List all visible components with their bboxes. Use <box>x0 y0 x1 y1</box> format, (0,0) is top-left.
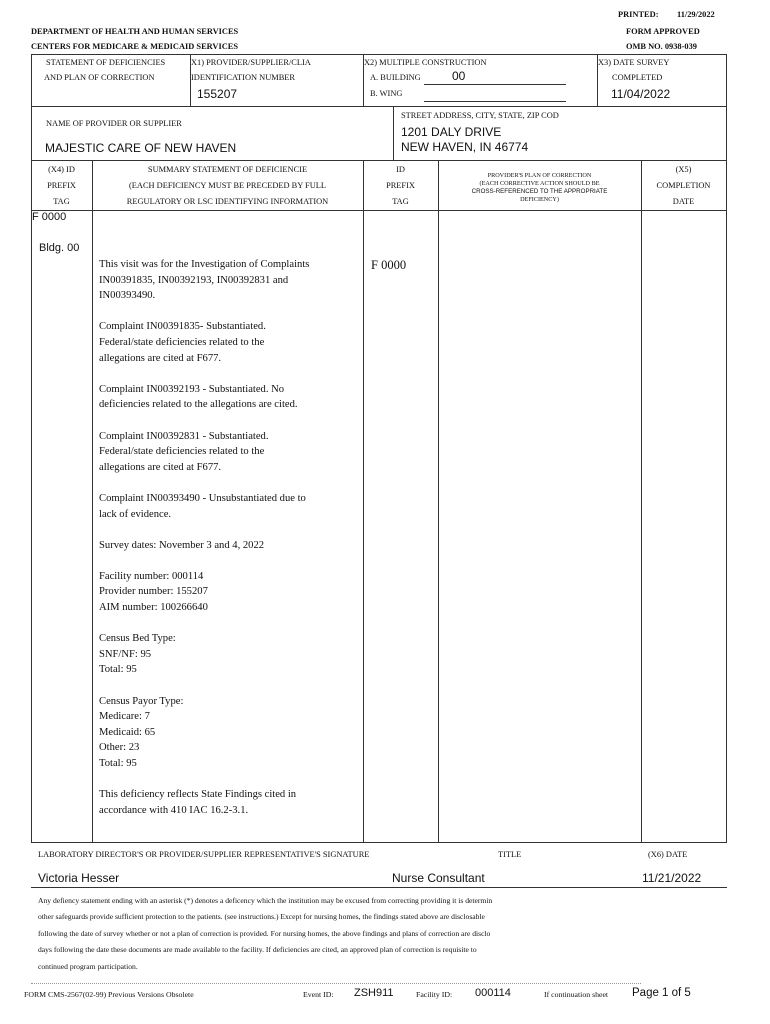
summary-paragraph: Complaint IN00391835- Substantiated. Federal/state deficiencies related to the allegations are cited at F677. <box>99 321 266 364</box>
disclaimer-line: continued program participation. <box>38 961 138 971</box>
x3-label: COMPLETED <box>612 73 663 82</box>
form-approved: FORM APPROVED <box>626 27 700 36</box>
wing-label: B. WING <box>370 89 403 98</box>
grid-line <box>641 160 642 842</box>
summary-paragraph: Census Bed Type: SNF/NF: 95 Total: 95 <box>99 633 176 676</box>
plan-header: PROVIDER'S PLAN OF CORRECTION <box>487 172 592 179</box>
x3-label: X3) DATE SURVEY <box>598 58 670 67</box>
centers-title: CENTERS FOR MEDICARE & MEDICAID SERVICES <box>31 42 239 51</box>
disclaimer-line: Any defiency statement ending with an asterisk (*) denotes a deficency which the institution may be excused from correcting providing it is determin <box>38 896 493 905</box>
event-id-value: ZSH911 <box>354 987 394 999</box>
footer-rule <box>31 983 641 984</box>
address-label: STREET ADDRESS, CITY, STATE, ZIP COD <box>401 111 559 120</box>
summary-paragraph: Facility number: 000114 Provider number: 155207 AIM number: 100266640 <box>99 570 208 614</box>
summary-header: (EACH DEFICIENCY MUST BE PRECEDED BY FULL <box>129 181 326 190</box>
id-header: ID <box>396 165 405 174</box>
id-header: PREFIX <box>386 181 415 190</box>
id-header: TAG <box>392 197 409 206</box>
building-underline <box>424 84 566 85</box>
continuation-label: If continuation sheet <box>544 990 609 999</box>
facility-id-value: 000114 <box>475 987 511 999</box>
building-tag: Bldg. 00 <box>39 242 80 254</box>
summary-paragraph: Census Payor Type: Medicare: 7 Medicaid: 65 Other: 23 Total: 95 <box>99 695 184 769</box>
printed-date: 11/29/2022 <box>677 10 715 19</box>
disclaimer-text <box>38 893 728 975</box>
x5-header: COMPLETION <box>656 181 711 190</box>
plan-header: CROSS-REFERENCED TO THE APPROPRIATE <box>471 188 608 195</box>
x2-label: X2) MULTIPLE CONSTRUCTION <box>364 58 487 67</box>
grid-line <box>31 842 727 843</box>
plan-header: DEFICIENCY) <box>520 196 559 203</box>
summary-paragraph: Survey dates: November 3 and 4, 2022 <box>99 539 265 551</box>
statement-label: AND PLAN OF CORRECTION <box>44 73 155 82</box>
provider-id-value: 155207 <box>197 87 238 101</box>
grid-line <box>31 887 727 888</box>
grid-line <box>438 160 439 842</box>
provider-name-label: NAME OF PROVIDER OR SUPPLIER <box>46 119 182 128</box>
building-label: A. BUILDING <box>370 73 421 82</box>
grid-line <box>92 160 93 842</box>
x4-header: (X4) ID <box>48 165 75 174</box>
omb-number: OMB NO. 0938-039 <box>626 42 697 51</box>
department-title: DEPARTMENT OF HEALTH AND HUMAN SERVICES <box>31 27 239 36</box>
grid-line <box>31 106 727 107</box>
summary-header: SUMMARY STATEMENT OF DEFICIENCIE <box>147 165 308 174</box>
summary-paragraph: This visit was for the Investigation of Complaints IN00391835, IN00392193, IN00392831 and IN00393490. <box>99 259 310 302</box>
deficiency-summary <box>99 257 359 834</box>
grid-line <box>393 106 394 160</box>
x4-header: TAG <box>53 197 70 206</box>
x1-label: IDENTIFICATION NUMBER <box>191 73 295 82</box>
summary-paragraph: This deficiency reflects State Findings cited in accordance with 410 IAC 16.2-3.1. <box>99 789 297 816</box>
grid-line <box>726 54 727 842</box>
grid-line <box>31 210 727 211</box>
signer-title: Nurse Consultant <box>392 871 485 885</box>
disclaimer-line: following the date of survey whether or not a plan of correction is provided. For nursing homes, the above findings and plans of correction are disclo <box>38 928 491 938</box>
x1-label: X1) PROVIDER/SUPPLIER/CLIA <box>191 58 311 67</box>
wing-underline <box>424 101 566 102</box>
form-number: FORM CMS-2567(02-99) Previous Versions Obsolete <box>24 990 194 999</box>
disclaimer-line: days following the date these documents are made available to the facility. If deficiencies are cited, an approved plan of correction is requisite to <box>38 945 477 955</box>
summary-paragraph: Complaint IN00392193 - Substantiated. No deficiencies related to the allegations are cited. <box>99 383 298 411</box>
signature-label: LABORATORY DIRECTOR'S OR PROVIDER/SUPPLIER REPRESENTATIVE'S SIGNATURE <box>38 850 370 859</box>
building-value: 00 <box>452 69 466 83</box>
x5-header: DATE <box>672 197 695 206</box>
address-line-2: NEW HAVEN, IN 46774 <box>401 140 529 154</box>
signer-name: Victoria Hesser <box>38 871 120 885</box>
summary-paragraph: Complaint IN00393490 - Unsubstantiated due to lack of evidence. <box>99 492 306 520</box>
statement-label: STATEMENT OF DEFICIENCIES <box>46 58 166 67</box>
address-line-1: 1201 DALY DRIVE <box>401 125 502 139</box>
x6-date-label: (X6) DATE <box>648 850 688 859</box>
provider-name-value: MAJESTIC CARE OF NEW HAVEN <box>45 141 237 155</box>
grid-line <box>31 160 727 161</box>
printed-label: PRINTED: <box>618 10 659 19</box>
x5-header: (X5) <box>675 165 692 174</box>
event-id-label: Event ID: <box>303 990 334 999</box>
page-number: Page 1 of 5 <box>632 987 691 999</box>
grid-line <box>363 160 364 842</box>
summary-header: REGULATORY OR LSC IDENTIFYING INFORMATION <box>126 197 329 206</box>
summary-paragraph: Complaint IN00392831 - Substantiated. Federal/state deficiencies related to the allegations are cited at F677. <box>99 430 269 473</box>
facility-id-label: Facility ID: <box>416 990 453 999</box>
x4-header: PREFIX <box>47 181 76 190</box>
title-label: TITLE <box>498 850 522 859</box>
plan-header: (EACH CORRECTIVE ACTION SHOULD BE <box>479 180 600 187</box>
prefix-tag: F 0000 <box>32 211 67 223</box>
disclaimer-line: other safeguards provide sufficient protection to the patients. (see instructions.) Except for nursing homes, the findings stated above are disclosable <box>38 912 485 922</box>
id-prefix-tag: F 0000 <box>371 258 407 272</box>
signature-date: 11/21/2022 <box>642 871 702 885</box>
survey-date-value: 11/04/2022 <box>611 87 671 101</box>
grid-line <box>31 54 727 55</box>
